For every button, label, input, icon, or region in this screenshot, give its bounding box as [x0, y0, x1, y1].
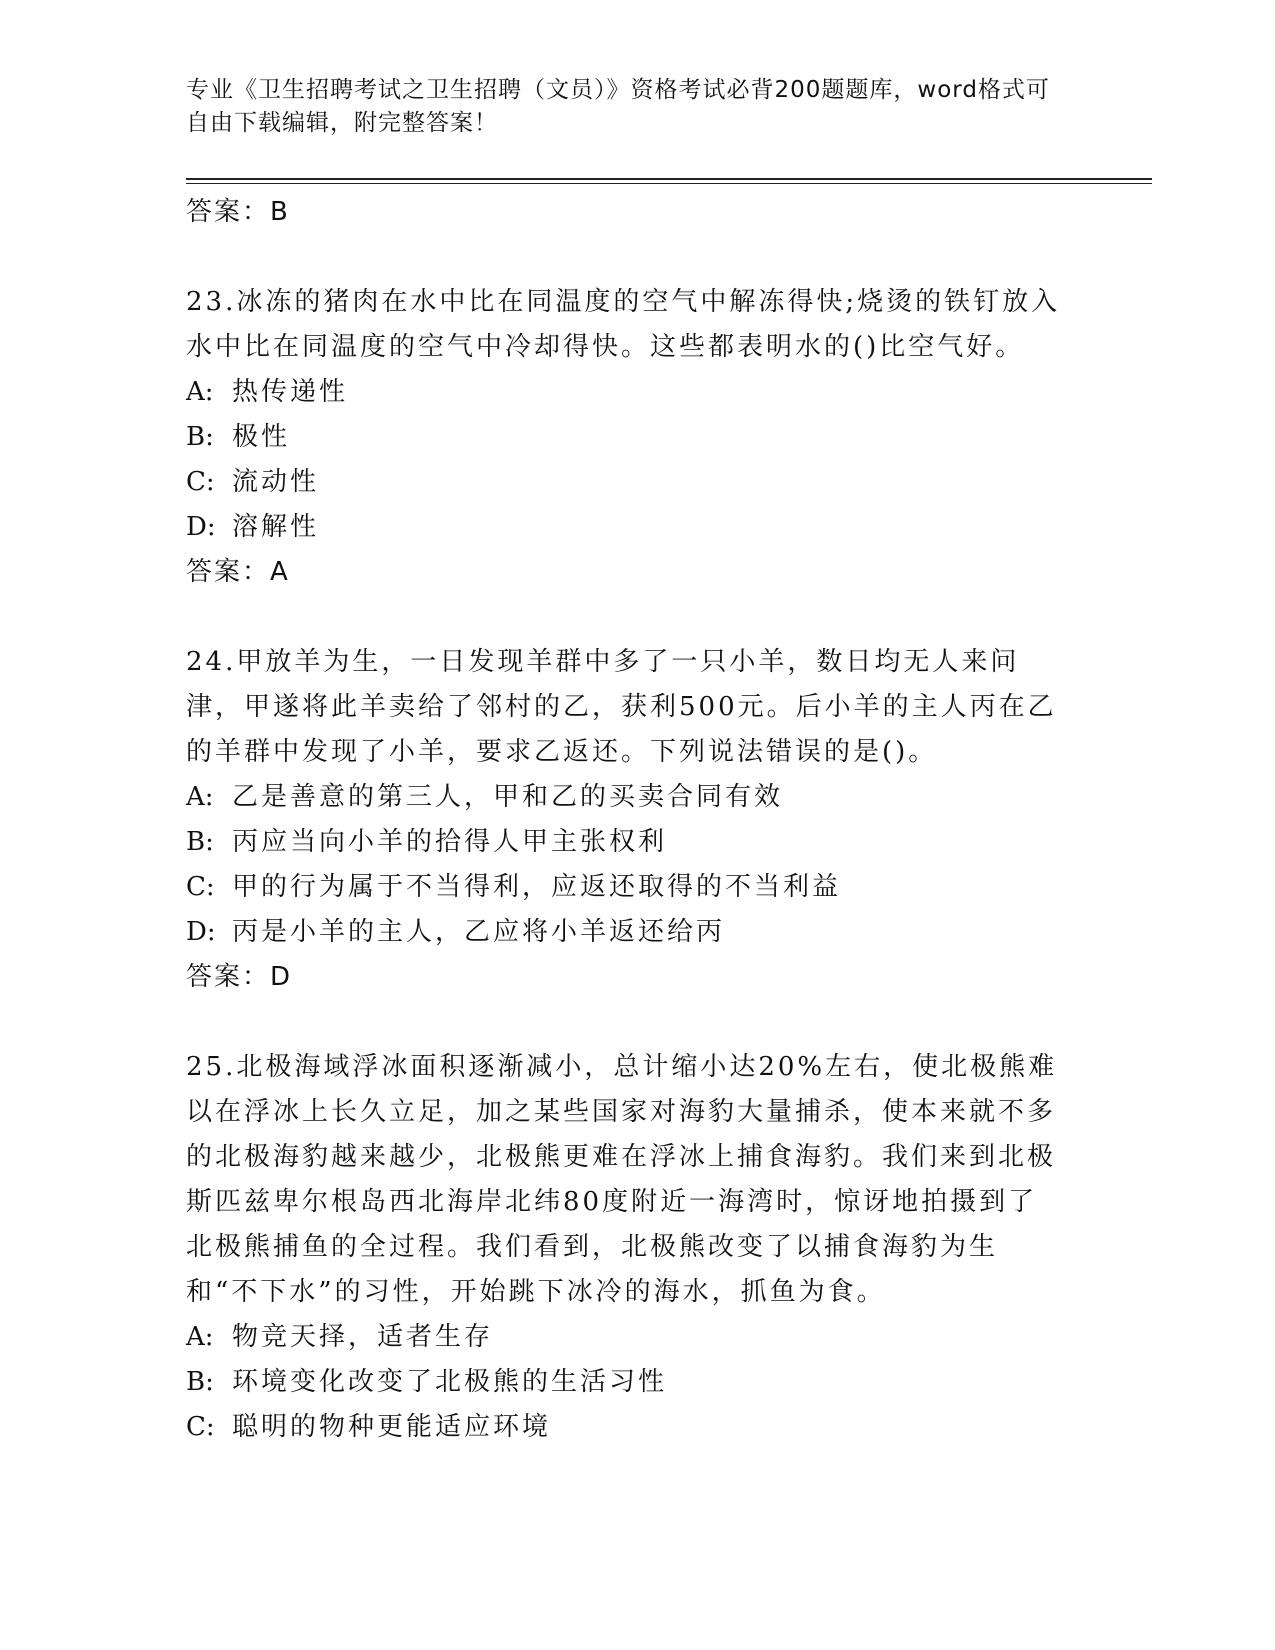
question-24: [186, 640, 1066, 1000]
option-key: B:: [186, 1367, 214, 1397]
option-key: A:: [186, 377, 214, 407]
option-key: B:: [186, 827, 214, 857]
option-text: 极性: [232, 422, 291, 452]
option-key: D:: [186, 917, 216, 947]
answer-line: 答案：D: [186, 962, 293, 992]
option-b: [186, 1360, 1066, 1405]
option-text: 热传递性: [232, 377, 349, 407]
question-23: [186, 280, 1066, 595]
option-key: A:: [186, 1322, 214, 1352]
header-rule-thin: [186, 183, 1152, 184]
option-text: 流动性: [232, 467, 320, 497]
question-25: [186, 1045, 1066, 1450]
option-key: C:: [186, 872, 215, 902]
question-stem: 24.甲放羊为生，一日发现羊群中多了一只小羊，数日均无人来问津，甲遂将此羊卖给了邻村的乙，获利500元。后小羊的主人丙在乙的羊群中发现了小羊，要求乙返还。下列说法错误的是()。: [186, 647, 1057, 767]
option-text: 溶解性: [232, 512, 320, 542]
option-key: C:: [186, 467, 215, 497]
answer-line: 答案：A: [186, 557, 290, 587]
answer-line: 答案：B: [186, 197, 290, 227]
spacer: [186, 595, 1066, 640]
option-c: [186, 460, 1066, 505]
option-d: [186, 910, 1066, 955]
spacer: [186, 235, 1066, 280]
option-text: 丙应当向小羊的拾得人甲主张权利: [232, 827, 668, 857]
option-key: C:: [186, 1412, 215, 1442]
option-text: 甲的行为属于不当得利，应返还取得的不当利益: [232, 872, 842, 902]
question-stem: 25.北极海域浮冰面积逐渐减小，总计缩小达20%左右，使北极熊难以在浮冰上长久立足，加之某些国家对海豹大量捕杀，使本来就不多的北极海豹越来越少，北极熊更难在浮冰上捕食海豹。我们来到北极斯匹兹卑尔根岛西北海岸北纬80度附近一海湾时，惊讶地拍摄到了北极熊捕鱼的全过程。我们看到，北极熊改变了以捕食海豹为生和“不下水”的习性，开始跳下冰冷的海水，抓鱼为食。: [186, 1052, 1058, 1307]
option-b: [186, 820, 1066, 865]
question-stem: 23.冰冻的猪肉在水中比在同温度的空气中解冻得快;烧烫的铁钉放入水中比在同温度的空气中冷却得快。这些都表明水的()比空气好。: [186, 287, 1061, 362]
option-text: 乙是善意的第三人，甲和乙的买卖合同有效: [232, 782, 784, 812]
option-c: [186, 1405, 1066, 1450]
page-header: 专业《卫生招聘考试之卫生招聘（文员）》资格考试必背200题题库，word格式可自由下载编辑，附完整答案！: [186, 77, 1050, 136]
option-a: [186, 1315, 1066, 1360]
option-key: A:: [186, 782, 214, 812]
question-content: [186, 190, 1066, 1450]
option-key: B:: [186, 422, 214, 452]
option-text: 环境变化改变了北极熊的生活习性: [232, 1367, 668, 1397]
option-text: 物竞天择，适者生存: [232, 1322, 494, 1352]
option-d: [186, 505, 1066, 550]
option-b: [186, 415, 1066, 460]
option-c: [186, 865, 1066, 910]
option-text: 聪明的物种更能适应环境: [232, 1412, 552, 1442]
option-a: [186, 370, 1066, 415]
option-a: [186, 775, 1066, 820]
option-key: D:: [186, 512, 216, 542]
header-rule-thick: [186, 178, 1152, 180]
option-text: 丙是小羊的主人，乙应将小羊返还给丙: [232, 917, 726, 947]
spacer: [186, 1000, 1066, 1045]
